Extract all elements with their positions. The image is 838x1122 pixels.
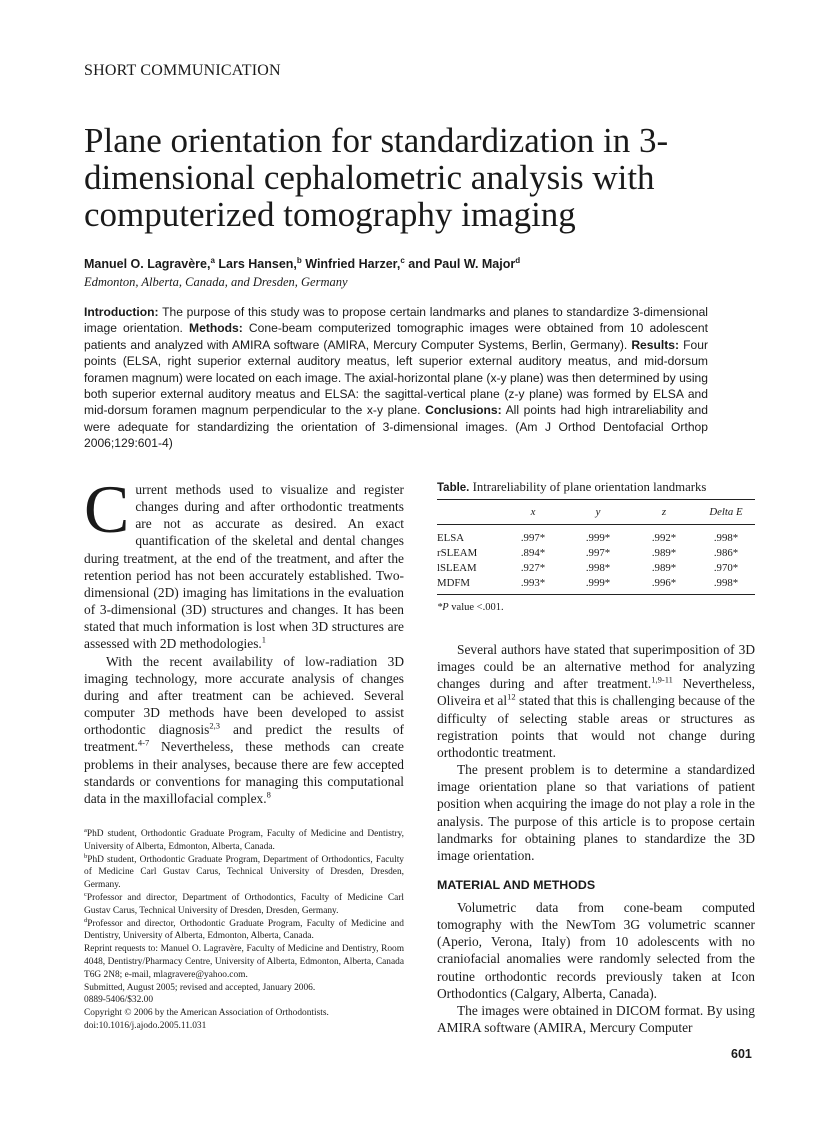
table-cell: .986* <box>713 547 739 559</box>
abstract-methods-text: Cone-beam computerized tomographic images were obtained from 10 adolescent patients and analyzed with AMIRA software (AMIRA, Mercury Computer Systems, Berlin, Germany). <box>84 321 708 352</box>
table-cell: .999* <box>585 577 611 589</box>
author-list <box>84 256 520 271</box>
footnote-text: PhD student, Orthodontic Graduate Program, Department of Orthodontics, Faculty of Medicine Carl Gustav Carus, Technical University of Dresden, Dresden, Germany. <box>84 854 404 891</box>
footnote-text: Professor and director, Orthodontic Graduate Program, Faculty of Medicine and Dentistry, University of Alberta, Edmonton, Alberta, Canada. <box>84 918 404 942</box>
table-caption <box>437 480 755 495</box>
table-footnote-p: *P <box>437 602 449 613</box>
table-cell: MDFM <box>437 577 471 589</box>
author-affiliation-mark: a <box>210 256 215 265</box>
table-caption-label: Table. <box>437 482 470 494</box>
footnote-c <box>84 892 404 918</box>
paragraph-text: stated that this is challenging because of the difficulty of selecting stable areas or structures as registration points that would not change during orthodontic treatment. <box>437 693 755 760</box>
citation-link[interactable]: 8 <box>266 789 271 800</box>
author-location: Edmonton, Alberta, Canada, and Dresden, Germany <box>84 275 348 289</box>
abstract-intro-label: Introduction: <box>84 305 159 319</box>
table-cell: ELSA <box>437 532 464 544</box>
footnote-text: PhD student, Orthodontic Graduate Program, Faculty of Medicine and Dentistry, University of Alberta, Edmonton, Alberta, Canada. <box>84 829 404 852</box>
abstract-results-text: Four points (ELSA, right superior external auditory meatus, left superior external auditory meatus, and mid-dorsum foramen magnum) were located on each image. The axial-horizontal plane (x-y plane) was then determined by using both superior external auditory meatus and ELSA: the sagittal-vertical plane (z-y plane) was formed by ELSA and mid-dorsum foramen magnum perpendicular to the x-y plane. <box>84 337 708 418</box>
table-row <box>437 576 755 591</box>
right-column-body <box>437 641 755 864</box>
copyright: Copyright © 2006 by the American Association of Orthodontists. <box>84 1008 329 1019</box>
methods-body <box>437 899 755 1036</box>
table-row <box>437 561 755 576</box>
author-name: Manuel O. Lagravère, <box>84 257 211 272</box>
submission-dates: Submitted, August 2005; revised and accepted, January 2006. <box>84 982 316 993</box>
abstract-methods-label: Methods: <box>189 321 243 336</box>
table-cell: .998* <box>713 532 739 544</box>
paragraph-text: Nevertheless, these methods can create problems in their analyses, because there are few accepted standards or conventions for managing this computational data in the maxillofacial complex. <box>84 739 404 806</box>
table-cell: .927* <box>520 562 546 574</box>
table-cell: .996* <box>651 577 677 589</box>
page-number: 601 <box>731 1047 752 1061</box>
column-header: y <box>595 506 601 518</box>
table-caption-text: Intrareliability of plane orientation landmarks <box>472 480 707 494</box>
footnote-d <box>84 918 404 944</box>
table-cell: lSLEAM <box>437 562 477 574</box>
footnote-mark: d <box>84 916 88 924</box>
column-header <box>437 500 501 524</box>
table-cell: .998* <box>585 562 611 574</box>
section-heading-methods: MATERIAL AND METHODS <box>437 878 596 892</box>
column-header: x <box>530 506 536 518</box>
author-affiliation-mark: d <box>515 256 521 265</box>
table-cell: rSLEAM <box>437 547 478 559</box>
article-title: Plane orientation for standardization in 3-dimensional cephalometric analysis with computerized tomography imaging <box>84 121 669 234</box>
intro-paragraph-4: The present problem is to determine a standardized image orientation plane so that variations of patient position when acquiring the image do not play a role in the analysis. The purpose of this article is to propose certain landmarks for obtaining planes to standardize the 3D image orientation. <box>437 762 755 863</box>
citation-link[interactable]: 4-7 <box>137 737 150 748</box>
table-cell: .993* <box>520 577 546 589</box>
table-cell: .989* <box>651 547 677 559</box>
footnote-mark: a <box>84 826 87 834</box>
data-table <box>437 500 755 594</box>
author-name: and Paul W. Major <box>408 257 516 272</box>
intro-paragraph-1 <box>84 471 404 653</box>
section-label: SHORT COMMUNICATION <box>84 62 281 79</box>
paragraph-text: Nevertheless, Oliveira et al <box>437 676 755 709</box>
citation-link[interactable]: 1 <box>261 634 267 645</box>
abstract-conclusions-text: All points had high intrareliability and were adequate for standardizing the orientation of 3-dimensional images. (Am J Orthod Dentofacial Orthop 2006;129:601-4) <box>84 403 708 451</box>
footnote-a <box>84 828 404 854</box>
methods-paragraph-2: The images were obtained in DICOM format. By using AMIRA software (AMIRA, Mercury Computer <box>437 1002 755 1036</box>
table-header-row <box>437 500 755 524</box>
drop-cap: C <box>84 471 130 547</box>
citation-link[interactable]: 12 <box>507 692 516 702</box>
table-footnote <box>437 602 755 613</box>
table-cell: .989* <box>651 562 677 574</box>
doi-link[interactable]: doi:10.1016/j.ajodo.2005.11.031 <box>84 1020 207 1031</box>
table-cell: .970* <box>713 562 739 574</box>
author-name: Lars Hansen, <box>218 257 297 272</box>
table-cell: .997* <box>520 532 546 544</box>
author-affiliation-mark: c <box>400 256 405 265</box>
table-bottom-rule <box>437 594 755 595</box>
intro-paragraph-3 <box>437 641 755 761</box>
column-header: Delta E <box>709 506 743 518</box>
paragraph-text: With the recent availability of low-radiation 3D imaging technology, more accurate analysis of changes during and after treatment can be achieved. Several computer 3D methods have been developed to assist orthodontic diagnosis <box>84 653 404 738</box>
table-row <box>437 531 755 546</box>
intro-paragraph-2 <box>84 653 404 807</box>
citation-link[interactable]: 1,9-11 <box>651 674 673 685</box>
table-cell: .998* <box>713 577 739 589</box>
abstract-results-label: Results: <box>631 337 680 352</box>
abstract-intro-text: The purpose of this study was to propose certain landmarks and planes to standardize 3-dimensional image orientation. <box>84 305 708 336</box>
footnote-mark: b <box>84 852 88 860</box>
reprint-requests: Reprint requests to: Manuel O. Lagravère, Faculty of Medicine and Dentistry, Room 4048, Dentistry/Pharmacy Centre, University of Alberta, Edmonton, Alberta, Canada T6G 2N8; e-mail, mlagravere@yahoo.com. <box>84 944 404 980</box>
table-cell: .999* <box>585 532 611 544</box>
reliability-table <box>437 480 755 613</box>
table-cell: .894* <box>520 547 546 559</box>
issn: 0889-5406/$32.00 <box>84 995 154 1006</box>
paragraph-text: Several authors have stated that superimposition of 3D images could be an alternative method for analyzing changes during and after treatment. <box>437 642 755 692</box>
footnotes <box>84 828 404 1033</box>
table-row <box>437 546 755 561</box>
column-header: z <box>661 506 667 518</box>
footnote-mark: c <box>84 890 87 898</box>
abstract <box>84 304 708 452</box>
methods-paragraph-1: Volumetric data from cone-beam computed tomography with the NewTom 3G volumetric scanner (Aperio, Verona, Italy) from 10 adolescents with no craniofacial anomalies were randomly selected from the routine orthodontic records previously taken at Icon Orthodontics (Calgary, Alberta, Canada). <box>437 900 755 1001</box>
footnote-b <box>84 854 404 892</box>
left-column-body <box>84 471 405 807</box>
author-name: Winfried Harzer, <box>305 257 401 272</box>
table-cell: .992* <box>651 532 677 544</box>
footnote-text: Professor and director, Department of Orthodontics, Faculty of Medicine Carl Gustav Carus, Technical University of Dresden, Dresden, Germany. <box>84 892 404 916</box>
paragraph-text: and predict the results of treatment. <box>84 722 405 755</box>
table-footnote-text: value <.001. <box>448 602 504 613</box>
citation-link[interactable]: 2,3 <box>209 720 220 731</box>
author-affiliation-mark: b <box>296 256 302 265</box>
paragraph-text: urrent methods used to visualize and register changes during and after orthodontic treatments are not as accurate as desired. An exact quantification of the skeletal and dental changes during treatment, at the end of the treatment, and after the retention period has not been accurately established. Two-dimensional (2D) imaging has limitations in the evaluation of 3-dimensional (3D) structures and changes. It has been stated that much information is lost when 3D structures are assessed with 2D methodologies. <box>84 482 404 652</box>
abstract-conclusions-label: Conclusions: <box>425 403 502 418</box>
table-cell: .997* <box>585 547 611 559</box>
